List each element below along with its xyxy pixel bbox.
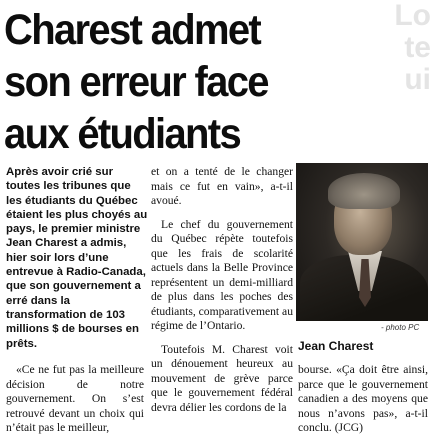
bleed-through-text: Lo te ui	[394, 0, 431, 96]
column-3-body: bourse. «Ça doit être ainsi, parce que le gouvernement canadien a des moyens que nous n’avons pas», a-t-il conclu. (JCG)	[298, 363, 428, 434]
headline-line-1: Charest admet	[4, 6, 261, 54]
portrait-photo	[296, 163, 428, 321]
headline	[4, 4, 399, 160]
column-2-body	[151, 165, 293, 415]
column-1-body: «Ce ne fut pas la meilleure décision de notre gouvernement. On s’est retrouvé devant un choix qui n’était pas le meilleur,	[6, 363, 144, 434]
column-2-paragraph-1: et on a tenté de le changer mais ce fut en vain», a-t-il avoué.	[151, 165, 293, 207]
headline-line-2: son erreur face	[4, 58, 268, 106]
photo-caption: Jean Charest	[298, 339, 374, 353]
photo-credit: - photo PC	[381, 323, 420, 332]
column-2-paragraph-3: Toutefois M. Charest voit un dénouement heureux au mouvement de grève parce que le gouvernement fédéral devra délier les cordons de la	[151, 342, 293, 414]
headline-line-3: aux étudiants	[4, 110, 241, 158]
lead-paragraph: Après avoir crié sur toutes les tribunes que les étudiants du Québec étaient les plus choyés au pays, le premier ministre Jean Charest a admis, hier soir lors d’une entrevue à Radio-Canada, que son gouvernement a erré dans la transformation de 103 millions $ de bourses en prêts.	[6, 166, 148, 350]
column-2-paragraph-2: Le chef du gouvernement du Québec répète toutefois que les frais de scolarité actuels dans la Belle Province représentent un demi-milliard de plus dans les poches des étudiants, comparativement au régime de l’Ontario.	[151, 217, 293, 332]
photo-hair	[328, 173, 400, 209]
